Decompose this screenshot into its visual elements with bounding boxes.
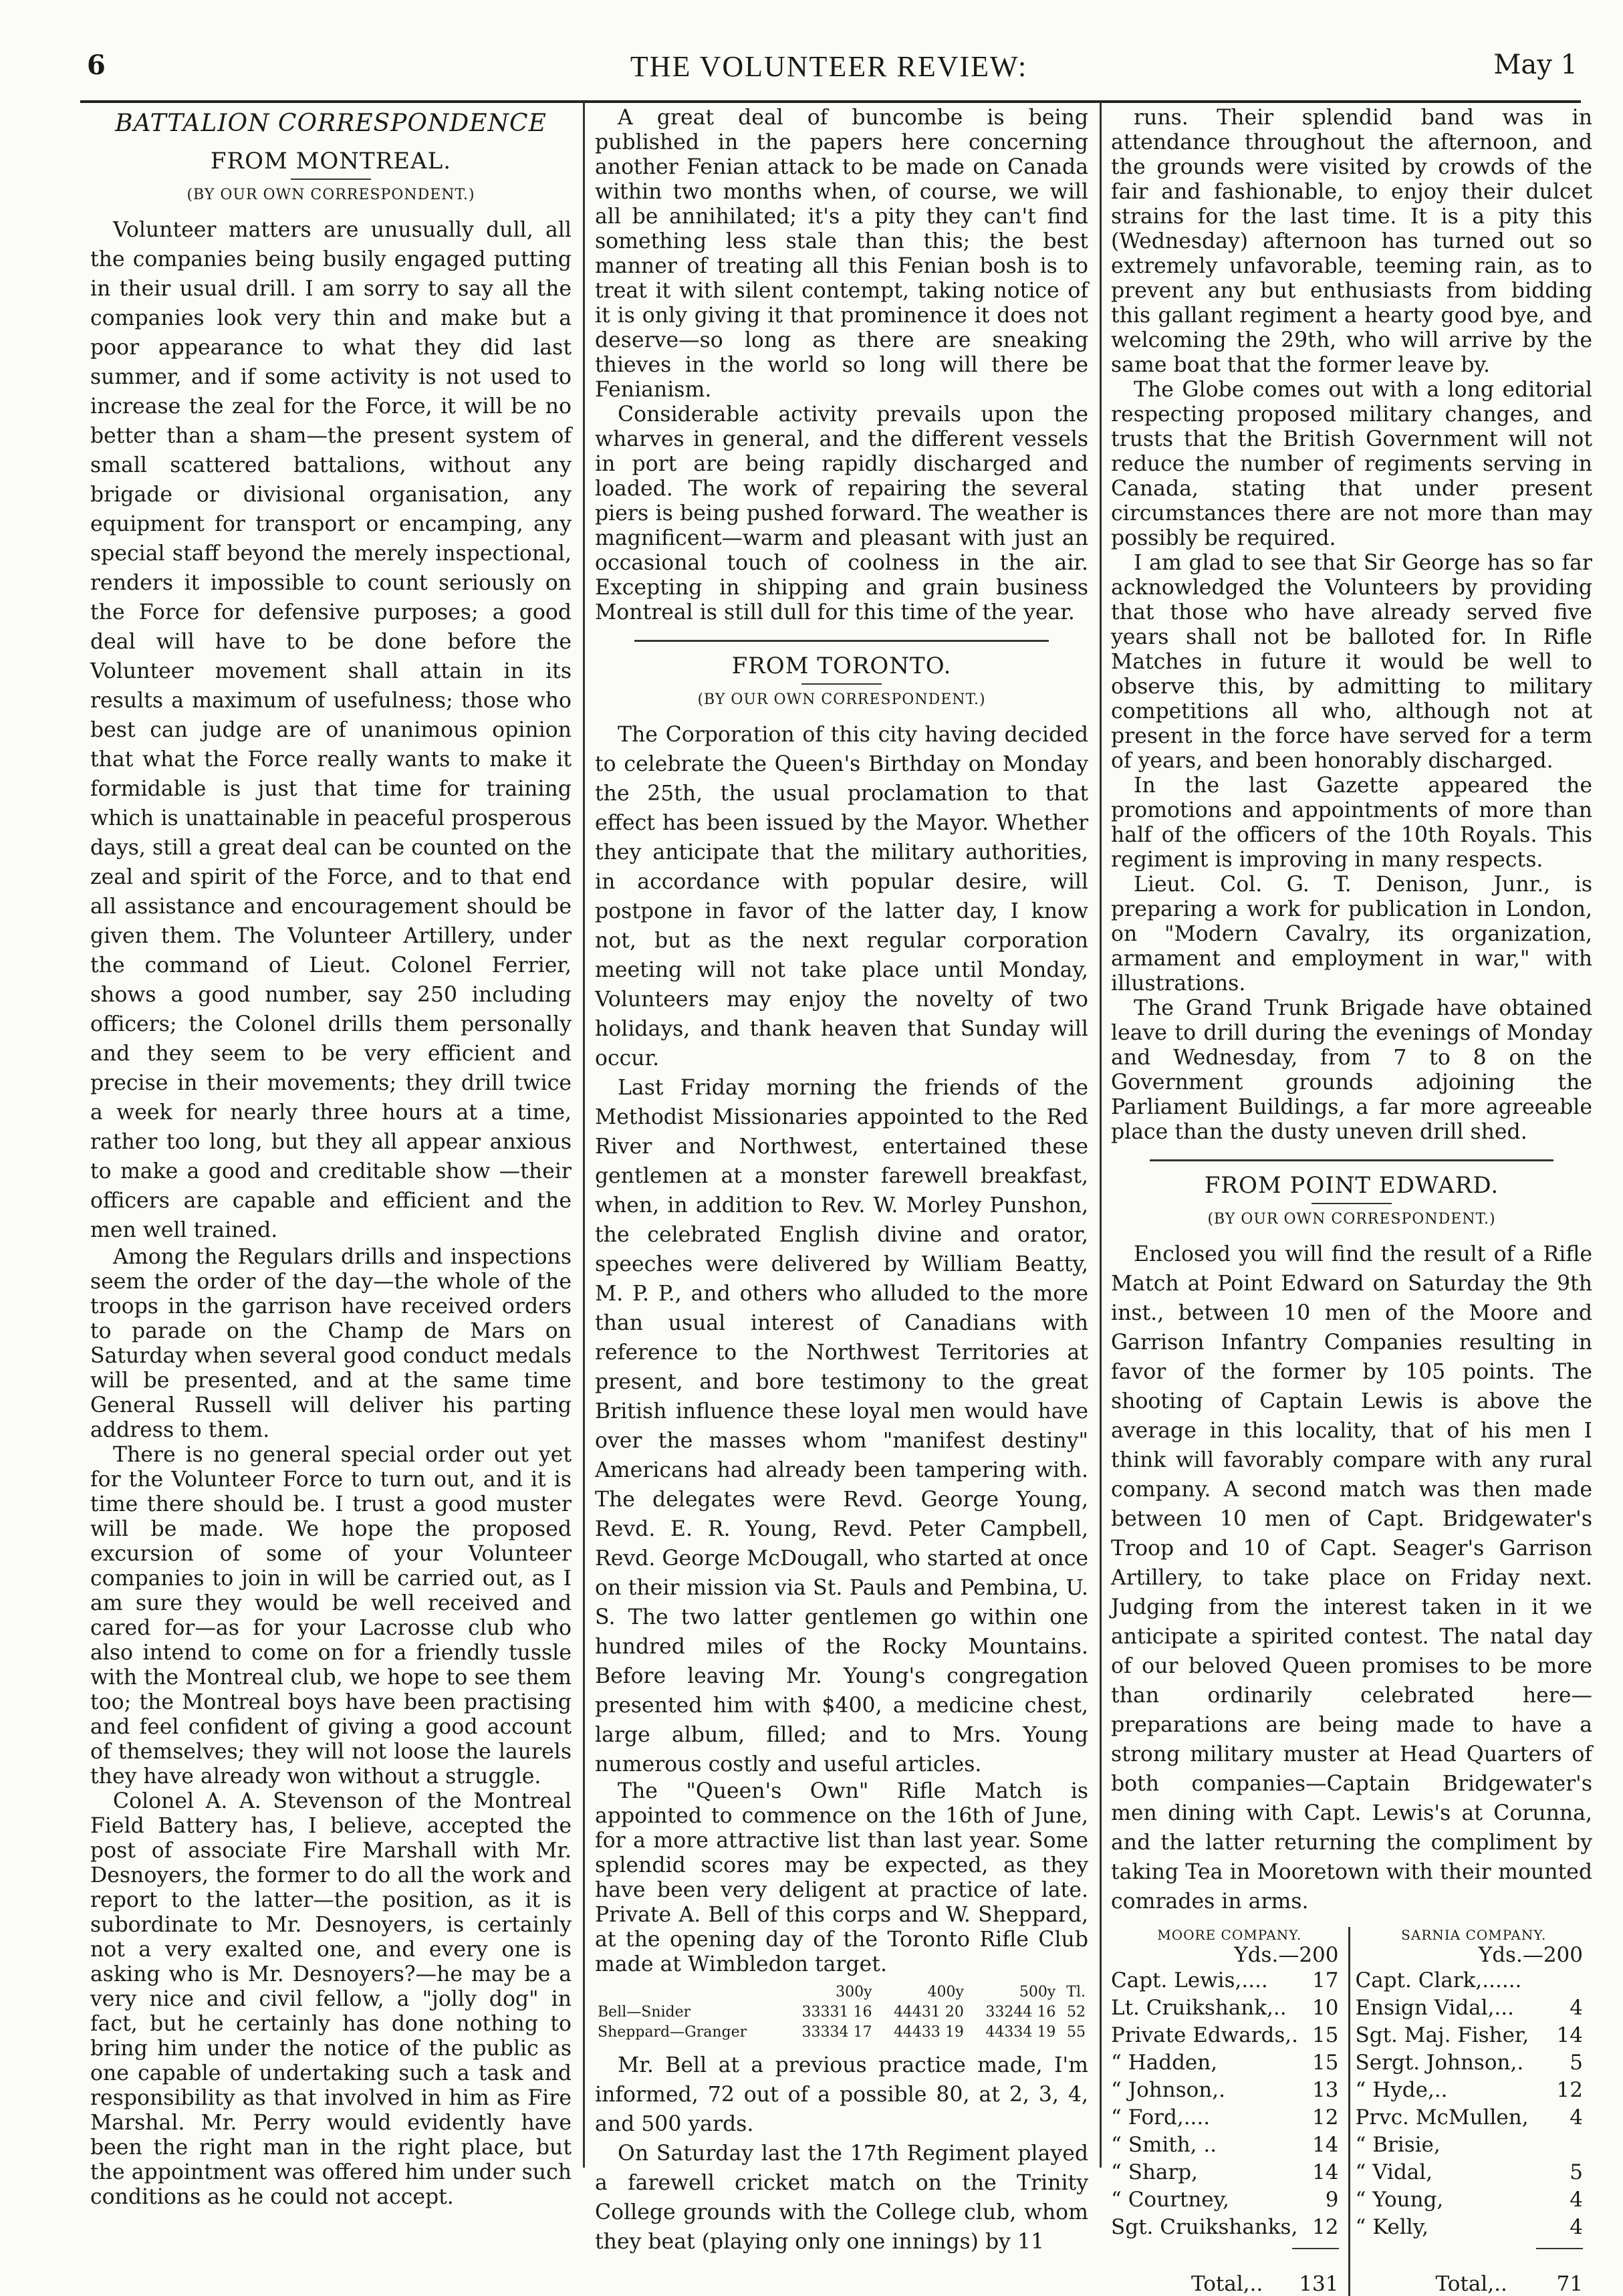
page-number: 6 bbox=[87, 49, 106, 81]
roster-row bbox=[1111, 2186, 1348, 2214]
sarnia-company-roster bbox=[1348, 1927, 1593, 2296]
table-header-row bbox=[595, 1982, 1088, 2002]
table-cell: Sheppard—Granger bbox=[598, 2024, 747, 2041]
article-heading-montreal: FROM MONTREAL. bbox=[210, 148, 452, 175]
paragraph: The Globe comes out with a long editorial respecting proposed military changes, and trusts that the British Government will not reduce the number of regiments serving in Canada, stating that under present circumstances there are not more than may possibly be required. bbox=[1111, 378, 1592, 550]
shooter-name: “ Courtney, bbox=[1111, 2188, 1229, 2212]
section-title: BATTALION CORRESPONDENCE bbox=[115, 110, 547, 137]
paragraph: I am glad to see that Sir George has so far acknowledged the Volunteers by providing that those who have already served five years shall not be balloted for. In Rifle Matches in future it would be well to observe this, by admitting to military competitions all who, although not at present in the force have served for a term of years, and been honorably discharged. bbox=[1111, 551, 1592, 773]
paragraph: The Grand Trunk Brigade have obtained leave to drill during the evenings of Monday and Wednesday, from 7 to 8 on the Government grounds adjoining the Parliament Buildings, a far more agreeable place than the dusty uneven drill shed. bbox=[1111, 996, 1592, 1144]
shooter-name: “ Sharp, bbox=[1111, 2160, 1198, 2184]
roster-row bbox=[1111, 2159, 1348, 2186]
shooter-name: “ Brisie, bbox=[1355, 2133, 1441, 2157]
table-cell: 33244 16 bbox=[985, 2004, 1056, 2021]
shooter-score: 14 bbox=[1312, 2133, 1339, 2157]
shooter-name: “ Hyde,.. bbox=[1355, 2078, 1448, 2102]
total-label: Total,.. bbox=[1191, 2272, 1263, 2296]
shooter-score: 12 bbox=[1556, 2078, 1583, 2102]
byline: (BY OUR OWN CORRESPONDENT.) bbox=[186, 187, 475, 203]
paragraph: In the last Gazette appeared the promotions and appointments of more than half of the officers of the 10th Royals. This regiment is improving in many respects. bbox=[1111, 774, 1592, 872]
table-cell: 44433 19 bbox=[893, 2024, 964, 2041]
article-heading-toronto: FROM TORONTO. bbox=[731, 653, 952, 679]
table-header-cell: 400y bbox=[927, 1984, 964, 2000]
roster-row bbox=[1111, 2049, 1348, 2077]
byline: (BY OUR OWN CORRESPONDENT.) bbox=[1207, 1211, 1496, 1228]
shooter-score: 17 bbox=[1312, 1968, 1339, 1992]
roster-row bbox=[1356, 1994, 1593, 2022]
paragraph: runs. Their splendid band was in attendance throughout the afternoon, and the grounds were visited by crowds of the fair and fashionable, to enjoy their dulcet strains for the last time. It is a pity this (Wednesday) afternoon has turned out so extremely unfavorable, teeming rain, as to prevent any but enthusiasts from bidding this gallant regiment a hearty good bye, and welcoming the 29th, who will arrive by the same boat that the former leave by. bbox=[1111, 106, 1592, 377]
paragraph: Volunteer matters are unusually dull, all the companies being busily engaged putting in their usual drill. I am sorry to say all the companies look very thin and make but a poor appearance to what they did last summer, and if some activity is not used to increase the zeal for the Force, it will be no better than a sham—the present system of small scattered battalions, without any brigade or divisional organisation, any equipment for transport or encamping, any special staff beyond the merely inspectional, renders it impossible to count seriously on the Force for defensive purposes; a good deal will have to be done before the Volunteer movement shall attain in its results a maximum of usefulness; those who best can judge are of unanimous opinion that what the Force really wants to make it formidable is just that time for training which is unattainable in peaceful prosperous days, still a great deal can be counted on the zeal and spirit of the Force, and to that end all assistance and encouragement should be given them. The Volunteer Artillery, under the command of Lieut. Colonel Ferrier, shows a good number, say 250 including officers; the Colonel drills them personally and they seem to be very efficient and precise in their movements; they drill twice a week for nearly three hours at a time, rather too long, but they all appear anxious to make a good and creditable show —their officers are capable and efficient and the men well trained. bbox=[90, 218, 572, 1242]
article-heading-point-edward: FROM POINT EDWARD. bbox=[1204, 1172, 1499, 1199]
shooter-name: Ensign Vidal,... bbox=[1355, 1996, 1514, 2020]
roster-row bbox=[1111, 2214, 1348, 2241]
column-divider bbox=[1100, 102, 1102, 2168]
total-value: 71 bbox=[1556, 2272, 1583, 2296]
header-rule bbox=[80, 100, 1581, 103]
shooter-name: “ Smith, .. bbox=[1111, 2133, 1217, 2157]
heading-rule bbox=[291, 179, 371, 180]
paragraph: There is no general special order out yet for the Volunteer Force to turn out, and it is time there should be. I trust a good muster will be made. We hope the proposed excursion of some of your Volunteer companies to join in will be carried out, as I am sure they would be well received and cared for—as for your Lacrosse club who also intend to come on for a friendly tussle with the Montreal club, we hope to see them too; the Montreal boys have been practising and feel confident of giving a good account of themselves; they will not loose the laurels they have already won without a struggle. bbox=[90, 1443, 572, 1789]
total-value: 131 bbox=[1299, 2272, 1339, 2296]
rifle-match-rosters bbox=[1111, 1927, 1592, 2296]
shooter-name: “ Young, bbox=[1355, 2188, 1444, 2212]
paragraph: Among the Regulars drills and inspections seem the order of the day—the whole of the troops in the garrison have received orders to parade on the Champ de Mars on Saturday when several good conduct medals will be presented, and at the same time General Russell will deliver his parting address to them. bbox=[90, 1245, 572, 1442]
column-divider bbox=[583, 102, 585, 2168]
shooter-score: 5 bbox=[1570, 2051, 1583, 2075]
moore-company-roster bbox=[1111, 1927, 1348, 2296]
shooter-name: “ Hadden, bbox=[1111, 2051, 1218, 2075]
roster-range: Yds.—200 bbox=[1478, 1943, 1583, 1967]
column-3 bbox=[1111, 106, 1592, 2296]
shooter-name: “ Vidal, bbox=[1355, 2160, 1433, 2184]
roster-row bbox=[1356, 2159, 1593, 2186]
paragraph: On Saturday last the 17th Regiment played a farewell cricket match on the Trinity College grounds with the College club, whom they beat (playing only one innings) by 11 bbox=[595, 2142, 1088, 2254]
roster-row bbox=[1111, 1994, 1348, 2022]
column-1 bbox=[90, 106, 572, 2209]
byline: (BY OUR OWN CORRESPONDENT.) bbox=[697, 691, 986, 708]
shooter-score: 4 bbox=[1570, 1996, 1583, 2020]
roster-row bbox=[1111, 1967, 1348, 1994]
shooter-score: 4 bbox=[1570, 2215, 1583, 2239]
paper-title: THE VOLUNTEER REVIEW: bbox=[630, 50, 1028, 83]
shooter-score: 10 bbox=[1312, 1996, 1339, 2020]
roster-heading: MOORE COMPANY. bbox=[1157, 1927, 1302, 1943]
shooter-name: “ Johnson,. bbox=[1111, 2078, 1225, 2102]
roster-row bbox=[1111, 2104, 1348, 2132]
table-row bbox=[595, 2002, 1088, 2023]
roster-row bbox=[1356, 2104, 1593, 2132]
table-header-cell: 300y bbox=[836, 1984, 872, 2000]
shooter-name: “ Kelly, bbox=[1355, 2215, 1428, 2239]
rifle-score-table bbox=[595, 1982, 1088, 2043]
table-cell: Bell—Snider bbox=[598, 2004, 691, 2021]
roster-row bbox=[1356, 2022, 1593, 2049]
shooter-score: 13 bbox=[1312, 2078, 1339, 2102]
shooter-score: 14 bbox=[1556, 2023, 1583, 2047]
roster-row bbox=[1111, 2132, 1348, 2159]
roster-row bbox=[1356, 2186, 1593, 2214]
shooter-name: Capt. Clark,...... bbox=[1355, 1968, 1522, 1992]
shooter-score: 4 bbox=[1570, 2105, 1583, 2130]
paragraph: A great deal of buncombe is being published in the papers here concerning another Fenian attack to be made on Canada within two months when, of course, we will all be annihilated; it's a pity they can't find something less stale than this; the best manner of treating all this Fenian bosh is to treat it with silent contempt, taking notice of it is only giving it that prominence it does not deserve—so long as there are sneaking thieves in the world so long will there be Fenianism. bbox=[595, 106, 1088, 402]
shooter-name: Sgt. Cruikshanks, bbox=[1111, 2215, 1298, 2239]
roster-range: Yds.—200 bbox=[1234, 1943, 1339, 1967]
paragraph: Colonel A. A. Stevenson of the Montreal Field Battery has, I believe, accepted the post of associate Fire Marshall with Mr. Desnoyers, the former to do all the work and report to the latter—the position, as it is subordinate to Mr. Desnoyers, is certainly not a very exalted one, and every one is asking who is Mr. Desnoyers?—he may be a very nice and civil fellow, a "jolly dog" in fact, but he certainly has done nothing to bring him under the notice of the public as one capable of undertaking such a task and responsibility as that involved in him as Fire Marshal. Mr. Perry would evidently have been the right man in the right place, but the appointment was offered him under such conditions as he could not accept. bbox=[90, 1789, 572, 2209]
roster-total bbox=[1356, 2272, 1593, 2296]
table-cell: 44431 20 bbox=[893, 2004, 964, 2021]
shooter-name: Capt. Lewis,.... bbox=[1111, 1968, 1268, 1992]
total-label: Total,.. bbox=[1435, 2272, 1507, 2296]
shooter-score: 5 bbox=[1570, 2160, 1583, 2184]
paragraph: Enclosed you will find the result of a Rifle Match at Point Edward on Saturday the 9th inst., between 10 men of the Moore and Garrison Infantry Companies resulting in favor of the former by 105 points. The shooting of Captain Lewis is above the average in this locality, that of his men I think will favorably compare with any rural company. A second match was then made between 10 men of Capt. Bridgewater's Troop and 10 of Capt. Seager's Garrison Artillery, to take place on Friday next. Judging from the interest taken in it we anticipate a spirited contest. The natal day of our beloved Queen promises to be more than ordinarily celebrated here—preparations are being made to have a strong military muster at Head Quarters of both companies—Captain Bridgewater's men dining with Capt. Lewis's at Corunna, and the latter returning the compliment by taking Tea in Mooretown with their mounted comrades in arms. bbox=[1111, 1242, 1592, 1914]
table-header-cell: 500y bbox=[1019, 1984, 1056, 2000]
roster-row bbox=[1356, 1967, 1593, 1994]
shooter-score: 4 bbox=[1570, 2188, 1583, 2212]
paragraph: Mr. Bell at a previous practice made, I'm informed, 72 out of a possible 80, at 2, 3, 4, and 500 yards. bbox=[595, 2053, 1088, 2136]
table-cell: 44334 19 bbox=[985, 2024, 1056, 2041]
table-cell: 33331 16 bbox=[801, 2004, 872, 2021]
total-rule bbox=[1292, 2248, 1339, 2249]
shooter-name: Lt. Cruikshank,.. bbox=[1111, 1996, 1287, 2020]
shooter-name: Private Edwards,. bbox=[1111, 2023, 1299, 2047]
paragraph: The Corporation of this city having decided to celebrate the Queen's Birthday on Monday the 25th, the usual proclamation to that effect has been issued by the Mayor. Whether they anticipate that the military authorities, in accordance with popular desire, will postpone in favor of the latter day, I know not, but as the next regular corporation meeting will not take place until Monday, Volunteers may enjoy the novelty of two holidays, and thank heaven that Sunday will occur. bbox=[595, 723, 1088, 1070]
shooter-name: Sgt. Maj. Fisher, bbox=[1355, 2023, 1529, 2047]
roster-total bbox=[1111, 2272, 1348, 2296]
shooter-name: Prvc. McMullen, bbox=[1355, 2105, 1529, 2130]
roster-row bbox=[1356, 2214, 1593, 2241]
total-rule bbox=[1536, 2248, 1583, 2249]
roster-row bbox=[1356, 2049, 1593, 2077]
roster-heading: SARNIA COMPANY. bbox=[1401, 1927, 1547, 1943]
masthead bbox=[80, 49, 1578, 96]
section-rule bbox=[1150, 1159, 1554, 1161]
table-row bbox=[595, 2023, 1088, 2043]
roster-row bbox=[1111, 2022, 1348, 2049]
paragraph: The "Queen's Own" Rifle Match is appointed to commence on the 16th of June, for a more attractive list than last year. Some splendid scores may be expected, as they have been very deligent at practice of late. Private A. Bell of this corps and W. Sheppard, at the opening day of the Toronto Rifle Club made at Wimbledon target. bbox=[595, 1779, 1088, 1976]
table-cell: 55 bbox=[1067, 2024, 1086, 2041]
table-cell: 33334 17 bbox=[801, 2024, 872, 2041]
shooter-score: 12 bbox=[1312, 2105, 1339, 2130]
roster-row bbox=[1356, 2132, 1593, 2159]
table-header-cell: Tl. bbox=[1066, 1984, 1086, 2000]
paragraph: Lieut. Col. G. T. Denison, Junr., is preparing a work for publication in London, on "Modern Cavalry, its organization, armament and employment in war," with illustrations. bbox=[1111, 873, 1592, 996]
column-2 bbox=[595, 106, 1088, 2254]
roster-row bbox=[1111, 2077, 1348, 2104]
shooter-score: 9 bbox=[1325, 2188, 1339, 2212]
paragraph: Considerable activity prevails upon the wharves in general, and the different vessels in port are being rapidly discharged and loaded. The work of repairing the several piers is being pushed forward. The weather is magnificent—warm and pleasant with just an occasional touch of coolness in the air. Excepting in shipping and grain business Montreal is still dull for this time of the year. bbox=[595, 403, 1088, 624]
table-cell: 52 bbox=[1067, 2004, 1086, 2021]
section-rule bbox=[634, 640, 1049, 642]
roster-row bbox=[1356, 2077, 1593, 2104]
heading-rule bbox=[801, 683, 882, 685]
shooter-name: “ Ford,.... bbox=[1111, 2105, 1211, 2130]
shooter-score: 12 bbox=[1312, 2215, 1339, 2239]
heading-rule bbox=[1312, 1203, 1392, 1204]
shooter-score: 15 bbox=[1312, 2051, 1339, 2075]
shooter-name: Sergt. Johnson,. bbox=[1355, 2051, 1524, 2075]
shooter-score: 14 bbox=[1312, 2160, 1339, 2184]
table-header-cell bbox=[595, 1982, 783, 2002]
shooter-score: 15 bbox=[1312, 2023, 1339, 2047]
issue-date: May 1 bbox=[1493, 49, 1578, 80]
paragraph: Last Friday morning the friends of the Methodist Missionaries appointed to the Red River and Northwest, entertained these gentlemen at a monster farewell breakfast, when, in addition to Rev. W. Morley Punshon, the celebrated English divine and orator, speeches were delivered by William Beatty, M. P. P., and others who alluded to the more than usual interest of Canadians with reference to the Northwest Territories at present, and bore testimony to the great British influence these loyal men would have over the masses whom "manifest destiny" Americans had already been tampering with. The delegates were Revd. George Young, Revd. E. R. Young, Revd. Peter Campbell, Revd. George McDougall, who started at once on their mission via St. Pauls and Pembina, U. S. The two latter gentlemen go within one hundred miles of the Rocky Mountains. Before leaving Mr. Young's congregation presented him with $400, a medicine chest, large album, filled; and to Mrs. Young numerous costly and useful articles. bbox=[595, 1076, 1088, 1776]
